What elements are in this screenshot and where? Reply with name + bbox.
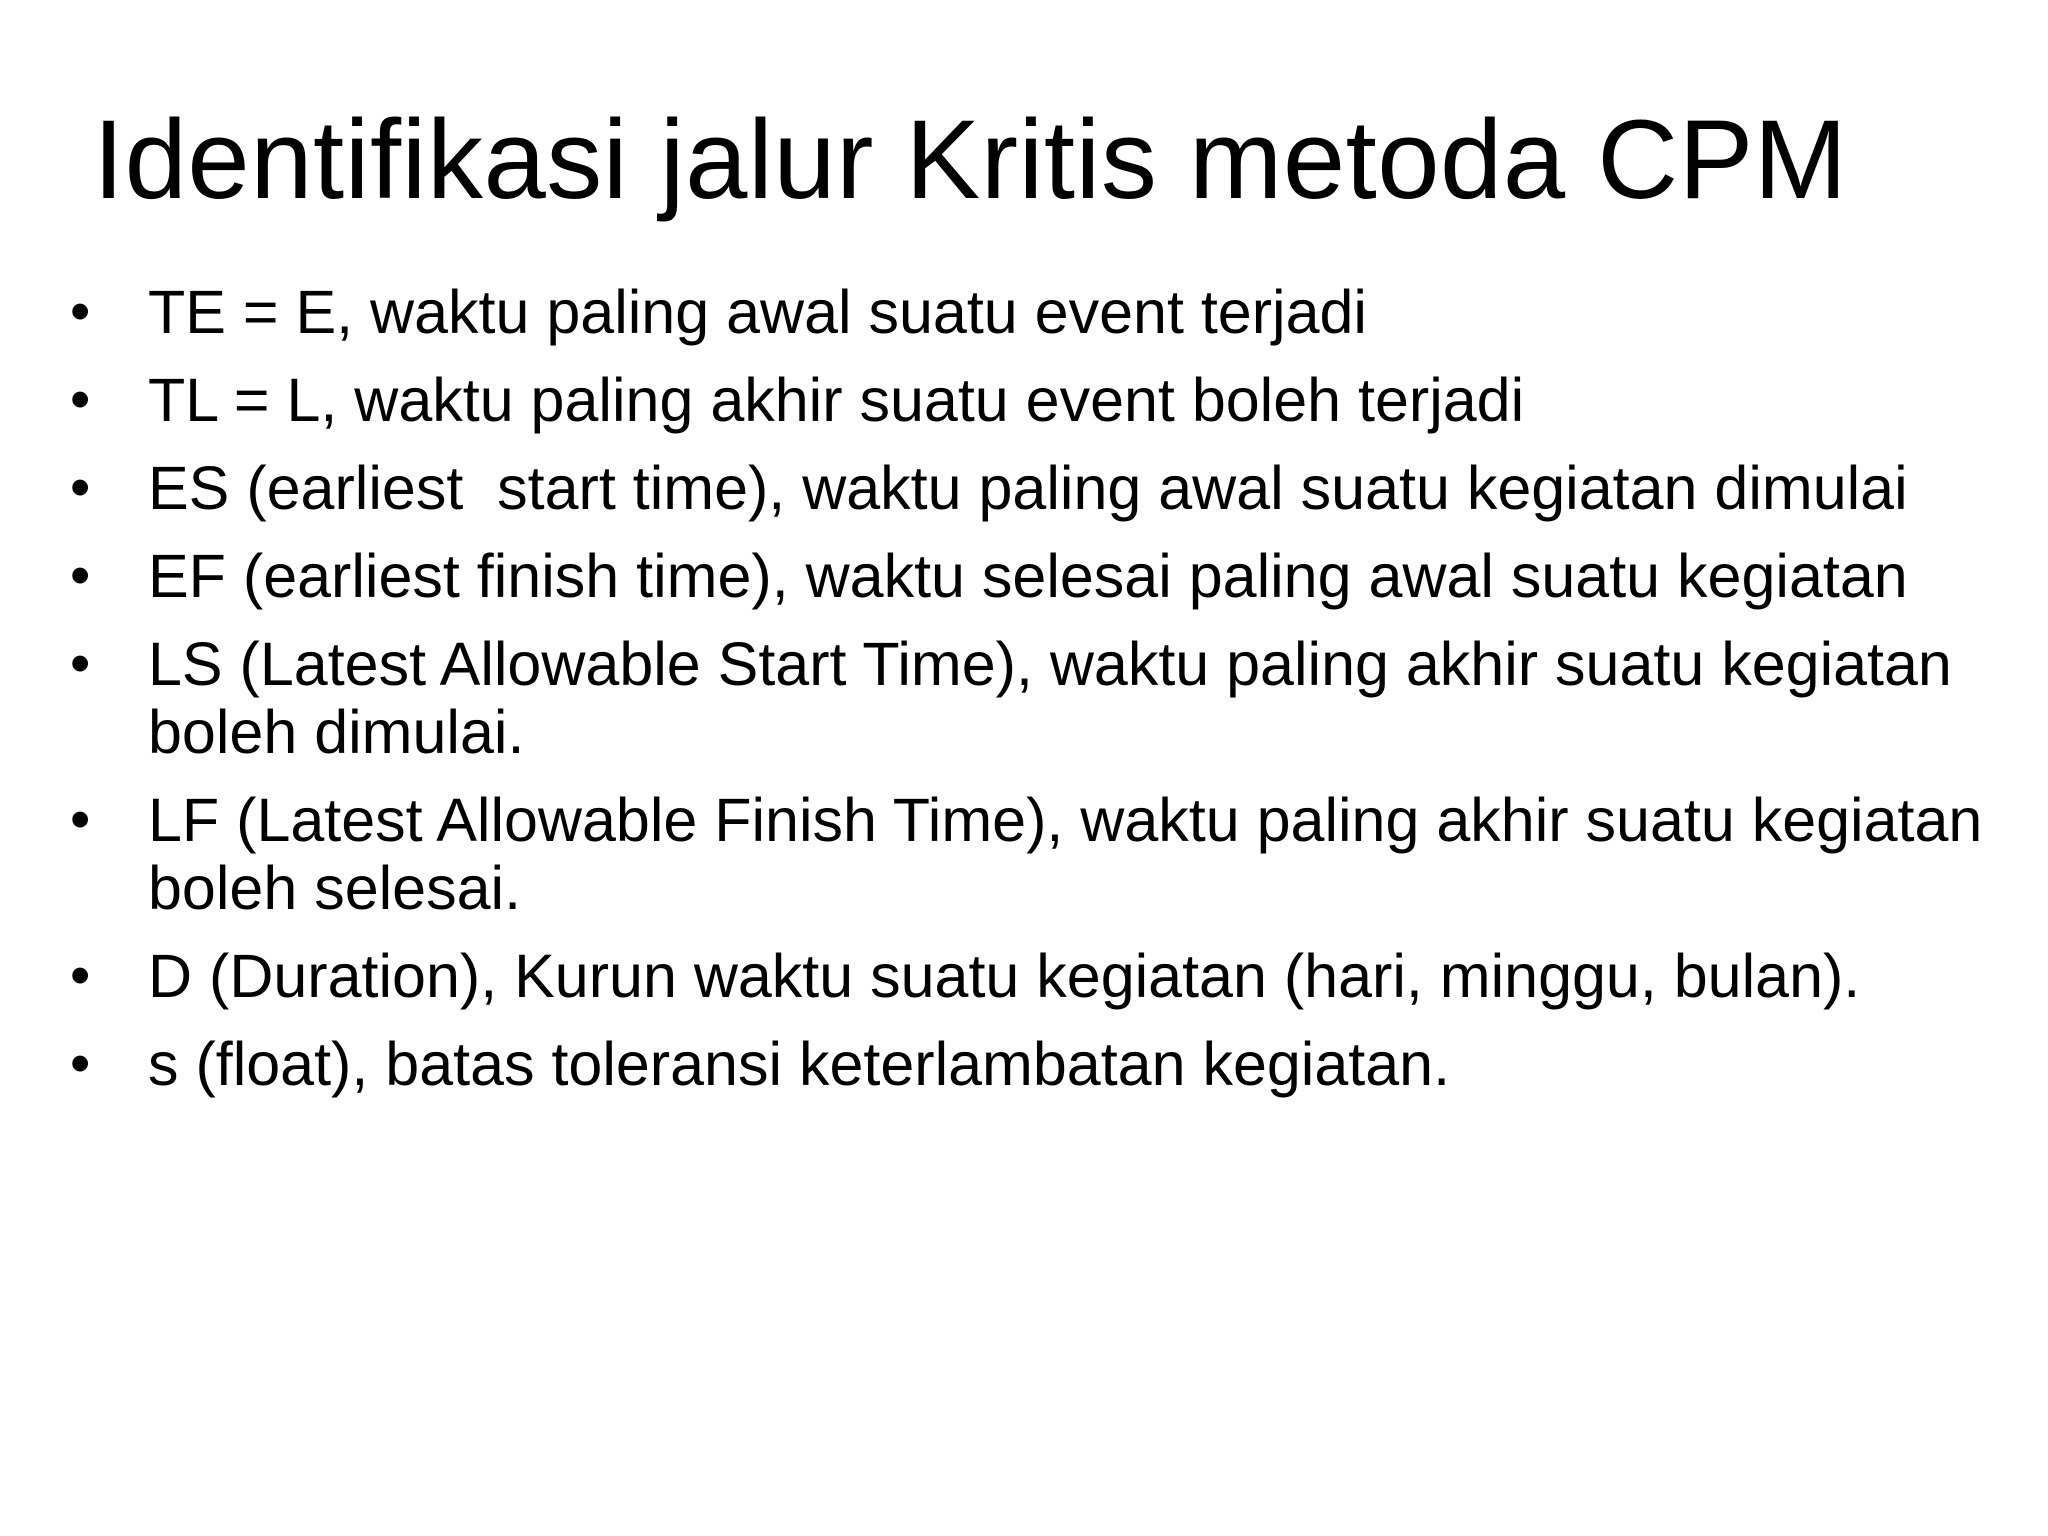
bullet-list [0,278,2048,1118]
bullet-item [0,630,2048,766]
bullet-text: TL = L, waktu paling akhir suatu event boleh terjadi [148,366,1525,434]
bullet-item [0,786,2048,922]
bullet-text: LF (Latest Allowable Finish Time), waktu paling akhir suatu kegiatan boleh selesai. [148,786,2000,922]
bullet-item [0,366,2048,434]
bullet-icon: • [70,367,91,432]
bullet-icon: • [70,543,91,608]
bullet-item [0,278,2048,346]
bullet-text: TE = E, waktu paling awal suatu event terjadi [148,278,1367,346]
bullet-icon: • [70,455,91,520]
bullet-icon: • [70,631,91,696]
bullet-text: s (float), batas toleransi keterlambatan kegiatan. [148,1030,1451,1098]
bullet-item [0,1030,2048,1098]
bullet-text: ES (earliest start time), waktu paling awal suatu kegiatan dimulai [148,454,1908,522]
bullet-item [0,454,2048,522]
bullet-icon: • [70,1031,91,1096]
bullet-icon: • [70,279,91,344]
bullet-text: D (Duration), Kurun waktu suatu kegiatan (hari, minggu, bulan). [148,942,1861,1010]
bullet-icon: • [70,943,91,1008]
slide-title: Identifikasi jalur Kritis metoda CPM [93,97,1848,222]
bullet-text: LS (Latest Allowable Start Time), waktu paling akhir suatu kegiatan boleh dimulai. [148,630,1969,766]
bullet-text: EF (earliest finish time), waktu selesai paling awal suatu kegiatan [148,542,1908,610]
bullet-icon: • [70,787,91,852]
bullet-item [0,942,2048,1010]
bullet-item [0,542,2048,610]
